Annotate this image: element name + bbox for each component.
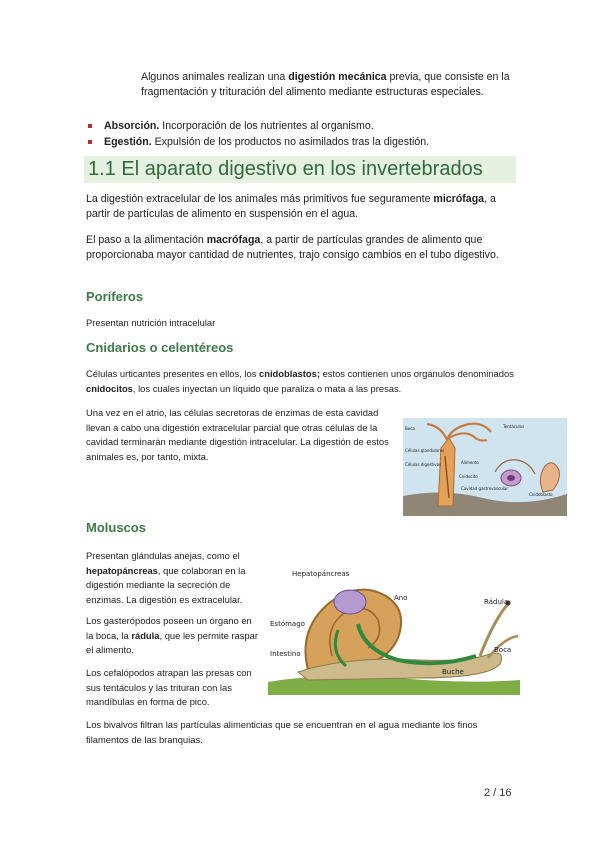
- figure-label: Células glandulares: [405, 448, 445, 453]
- bold-text: cnidocitos: [86, 382, 133, 394]
- figure-label: Intestino: [270, 650, 301, 658]
- page-number: 2 / 16: [484, 787, 512, 799]
- snail-figure: [268, 560, 520, 695]
- bold-text: hepatopáncreas: [86, 564, 158, 576]
- bullet-text: Incorporación de los nutrientes al organismo.: [159, 120, 374, 132]
- paragraph-microfaga: [86, 192, 518, 222]
- moluscos-paragraph-2: [86, 614, 258, 658]
- hydra-figure: [403, 418, 567, 516]
- intro-paragraph: [141, 70, 511, 100]
- intro-text-1: Algunos animales realizan una: [141, 71, 289, 83]
- bullet-term: Absorción.: [104, 120, 160, 132]
- figure-label: Alimento: [461, 460, 479, 465]
- moluscos-paragraph-4: Los bivalvos filtran las partículas alimenticias que se encuentran en el agua mediante los finos filamentos de las branquias.: [86, 719, 478, 745]
- cnidarios-paragraph-2: Una vez en el atrio, las células secretoras de enzimas de esta cavidad llevan a cabo una digestión extracelular parcial que otras células de la cavidad terminarán mediante digestión intracelular. La digestión de estos animales es, por tanto, mixta.: [86, 407, 389, 462]
- figure-label: Boca: [405, 426, 415, 431]
- bullet-term: Egestión.: [104, 136, 152, 148]
- text: , los cuales inyectan un líquido que paraliza o mata a las presas.: [132, 382, 402, 394]
- heading-cnidarios: Cnidarios o celentéreos: [86, 340, 234, 355]
- text: estos contienen unos orgánulos denominados: [319, 368, 514, 379]
- figure-label: Tentáculos: [503, 424, 525, 429]
- bullet-absorcion: [104, 119, 504, 134]
- intro-bold: digestión mecánica: [288, 71, 387, 83]
- figure-label: Rádula: [484, 598, 509, 606]
- paragraph-macrofaga: [86, 233, 518, 263]
- text: Los gasterópodos poseen un órgano en la boca, la: [86, 615, 252, 641]
- cnidarios-paragraph-1: [86, 367, 518, 396]
- snail-illustration: [268, 560, 520, 695]
- text: Células urticantes presentes en ellos, los: [86, 368, 260, 379]
- text: La digestión extracelular de los animales más primitivos fue seguramente: [86, 193, 434, 205]
- text: El paso a la alimentación: [86, 234, 207, 246]
- figure-label: Cavidad gastrovascular: [461, 486, 509, 491]
- heading-poriferos: Poríferos: [86, 289, 144, 304]
- figure-label: Cnidocito: [459, 474, 478, 479]
- bold-text: macrófaga: [206, 234, 261, 246]
- intro-text-2: previa, que consiste en la fragmentación y trituración del alimento mediante estructuras especiales.: [141, 71, 510, 98]
- text: , a partir de partículas de alimento en suspensión en el agua.: [86, 193, 496, 220]
- bold-text: micrófaga: [433, 193, 485, 205]
- moluscos-paragraph-3: Los cefalópodos atrapan las presas con sus tentáculos y las trituran con las mandíbulas en forma de pico.: [86, 667, 252, 707]
- text: , a partir de partículas grandes de alimento que proporcionaba mayor cantidad de nutrientes, trajo consigo cambios en el tubo digestivo.: [86, 234, 499, 261]
- figure-label: Buche: [442, 668, 464, 676]
- bold-text: rádula: [131, 629, 160, 641]
- text: , que colaboran en la digestión mediante la secreción de enzimas. La digestión es extracelular.: [86, 564, 246, 605]
- figure-label: Cnidoblasto: [529, 492, 553, 497]
- figure-label: Boca: [494, 646, 512, 654]
- figure-label: Células digestivas: [405, 462, 442, 467]
- bullet-marker: [88, 140, 92, 144]
- figure-label: Ano: [394, 594, 408, 602]
- figure-label: Estómago: [270, 620, 305, 628]
- poriferos-text: Presentan nutrición intracelular: [86, 317, 216, 328]
- bold-text: cnidoblastos;: [259, 368, 320, 379]
- bullet-marker: [88, 124, 92, 128]
- moluscos-paragraph-1: [86, 549, 258, 607]
- text: , que les permite raspar el alimento.: [86, 629, 258, 655]
- figure-label: Hepatopáncreas: [292, 570, 350, 578]
- hydra-illustration: [403, 418, 567, 516]
- bullet-text: Expulsión de los productos no asimilados tras la digestión.: [151, 136, 430, 148]
- text: Presentan glándulas anejas, como el: [86, 550, 240, 561]
- bullet-egestion: [104, 135, 504, 150]
- heading-moluscos: Moluscos: [86, 520, 146, 535]
- section-title: 1.1 El aparato digestivo en los invertebrados: [84, 156, 516, 183]
